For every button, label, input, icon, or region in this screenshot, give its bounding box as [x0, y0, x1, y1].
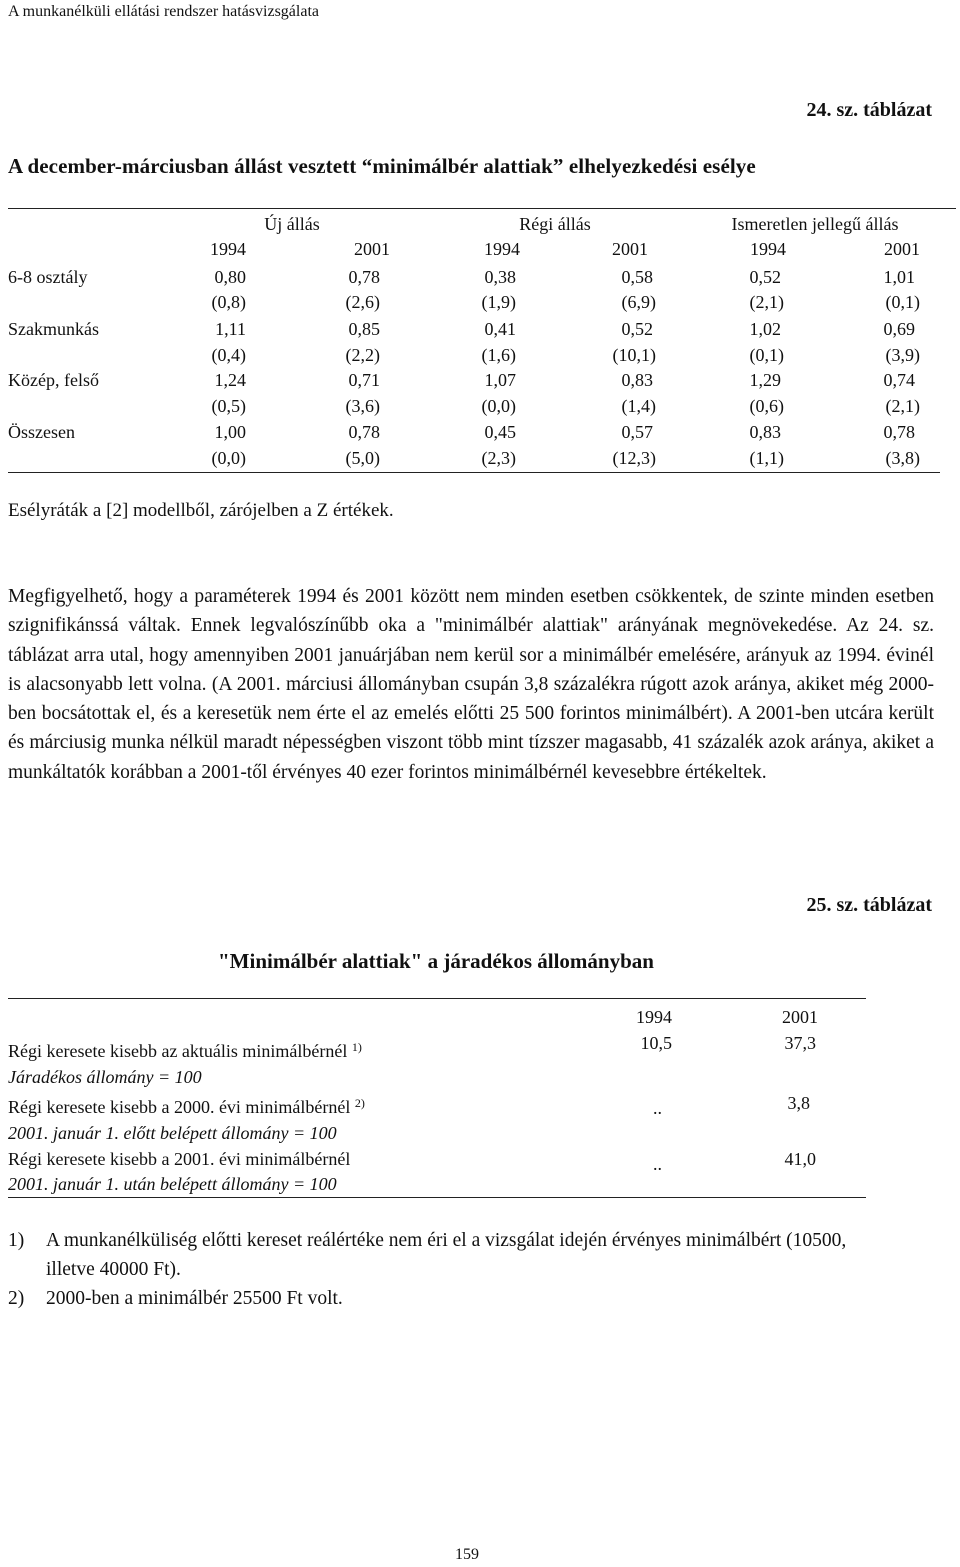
z-value: (2,1)	[885, 396, 920, 416]
year-header: 1994	[210, 239, 246, 259]
year-header: 2001	[782, 1007, 818, 1027]
z-value: (2,1)	[749, 292, 784, 312]
footnote-number: 2)	[8, 1288, 25, 1309]
group-header: Új állás	[264, 214, 320, 234]
odds-value: 0,83	[621, 370, 653, 390]
row-label: Szakmunkás	[8, 319, 99, 339]
odds-value: 1,00	[214, 422, 246, 442]
row-base: Járadékos állomány = 100	[8, 1067, 202, 1087]
table-24-bottom-rule	[8, 472, 940, 473]
odds-value: 0,74	[883, 370, 915, 390]
row-label	[8, 1148, 350, 1170]
odds-value: 1,24	[214, 370, 246, 390]
table-25-title: "Minimálbér alattiak" a járadékos állományban	[218, 949, 654, 973]
odds-value: 1,02	[749, 319, 781, 339]
z-value: (1,6)	[481, 345, 516, 365]
z-value: (0,0)	[211, 448, 246, 468]
share-value: 3,8	[787, 1093, 810, 1113]
row-label	[8, 1096, 365, 1118]
row-label-text: Régi keresete kisebb a 2001. évi minimálbérnél	[8, 1149, 351, 1169]
row-label-text: Régi keresete kisebb a 2000. évi minimálbérnél	[8, 1097, 351, 1117]
z-value: (0,1)	[885, 292, 920, 312]
z-value: (10,1)	[612, 345, 656, 365]
footnote-number: 1)	[8, 1230, 25, 1251]
odds-value: 0,78	[883, 422, 915, 442]
z-value: (5,0)	[345, 448, 380, 468]
share-value: ..	[653, 1098, 662, 1118]
odds-value: 0,78	[348, 422, 380, 442]
table-24-note: Esélyráták a [2] modellből, zárójelben a Z értékek.	[8, 500, 394, 521]
year-header: 1994	[484, 239, 520, 259]
odds-value: 0,71	[348, 370, 380, 390]
row-label: Közép, felső	[8, 370, 99, 390]
z-value: (1,1)	[749, 448, 784, 468]
odds-value: 0,85	[348, 319, 380, 339]
row-base: 2001. január 1. után belépett állomány = 100	[8, 1174, 337, 1194]
z-value: (12,3)	[612, 448, 656, 468]
year-header: 1994	[750, 239, 786, 259]
body-paragraph: Megfigyelhető, hogy a paraméterek 1994 és 2001 között nem minden esetben csökkentek, de szinte minden esetben szignifikánssá váltak. Ennek legvalószínűbb oka a "minimálbér alattiak" arányának megnövekedése. Az 24. sz. táblázat arra utal, hogy amennyiben 2001 januárjában nem kerül sor a minimálbér emelésére, arányuk az 1994. évinél is alacsonyabb lett volna. (A 2001. márciusi állományban csupán 3,8 százalékra rúgott azok aránya, akiket még 2000-ben bocsátottak el, és a keresetük nem érte el az emelés előtti 25 500 forintos minimálbért). A 2001-ben utcára került és márciusig munka nélkül maradt népességben viszont több mint tízszer magasabb, 41 százalék azok aránya, akiket a munkáltatók korábban a 2001-től érvényes 40 ezer forintos minimálbérnél kevesebbre értékeltek.	[8, 586, 934, 783]
footnote-ref: 2)	[354, 1096, 365, 1110]
z-value: (1,4)	[621, 396, 656, 416]
z-value: (0,6)	[749, 396, 784, 416]
odds-value: 0,52	[621, 319, 653, 339]
z-value: (6,9)	[621, 292, 656, 312]
row-label: 6-8 osztály	[8, 267, 88, 287]
table-24-title: A december-márciusban állást vesztett “minimálbér alattiak” elhelyezkedési esélye	[8, 154, 756, 178]
row-base: 2001. január 1. előtt belépett állomány = 100	[8, 1123, 337, 1143]
odds-value: 0,83	[749, 422, 781, 442]
z-value: (3,8)	[885, 448, 920, 468]
odds-value: 0,78	[348, 267, 380, 287]
z-value: (2,6)	[345, 292, 380, 312]
share-value: 41,0	[784, 1149, 816, 1169]
table-25-top-rule	[8, 998, 866, 999]
row-label	[8, 1040, 362, 1062]
odds-value: 0,58	[621, 267, 653, 287]
footnote	[8, 1284, 908, 1314]
z-value: (0,8)	[211, 292, 246, 312]
footnote-text: 2000-ben a minimálbér 25500 Ft volt.	[46, 1288, 343, 1309]
year-header: 1994	[636, 1007, 672, 1027]
odds-value: 0,69	[883, 319, 915, 339]
year-header: 2001	[354, 239, 390, 259]
share-value: ..	[653, 1154, 662, 1174]
row-label-text: Régi keresete kisebb az aktuális minimálbérnél	[8, 1041, 348, 1061]
z-value: (2,3)	[481, 448, 516, 468]
footnote-ref: 1)	[351, 1040, 362, 1054]
z-value: (3,6)	[345, 396, 380, 416]
odds-value: 1,29	[749, 370, 781, 390]
z-value: (1,9)	[481, 292, 516, 312]
table-25-label: 25. sz. táblázat	[806, 894, 932, 916]
footnote	[8, 1226, 908, 1286]
odds-value: 0,80	[214, 267, 246, 287]
running-header: A munkanélküli ellátási rendszer hatásvizsgálata	[8, 3, 319, 20]
z-value: (2,2)	[345, 345, 380, 365]
row-label: Összesen	[8, 422, 75, 442]
odds-value: 1,11	[215, 319, 246, 339]
odds-value: 1,01	[883, 267, 915, 287]
odds-value: 1,07	[484, 370, 516, 390]
share-value: 37,3	[784, 1033, 816, 1053]
odds-value: 0,52	[749, 267, 781, 287]
group-header: Ismeretlen jellegű állás	[731, 214, 899, 234]
table-25-bottom-rule	[8, 1197, 866, 1198]
odds-value: 0,45	[484, 422, 516, 442]
year-header: 2001	[884, 239, 920, 259]
z-value: (0,0)	[481, 396, 516, 416]
z-value: (0,5)	[211, 396, 246, 416]
odds-value: 0,57	[621, 422, 653, 442]
z-value: (0,1)	[749, 345, 784, 365]
page-number: 159	[455, 1546, 479, 1563]
z-value: (3,9)	[885, 345, 920, 365]
z-value: (0,4)	[211, 345, 246, 365]
table-24-label: 24. sz. táblázat	[806, 99, 932, 121]
group-header: Régi állás	[519, 214, 591, 234]
table-24-top-rule	[8, 208, 956, 209]
odds-value: 0,38	[484, 267, 516, 287]
year-header: 2001	[612, 239, 648, 259]
odds-value: 0,41	[484, 319, 516, 339]
share-value: 10,5	[640, 1033, 672, 1053]
footnote-text: A munkanélküliség előtti kereset reálértéke nem éri el a vizsgálat idején érvényes minimálbért (10500, illetve 40000 Ft).	[46, 1230, 847, 1280]
